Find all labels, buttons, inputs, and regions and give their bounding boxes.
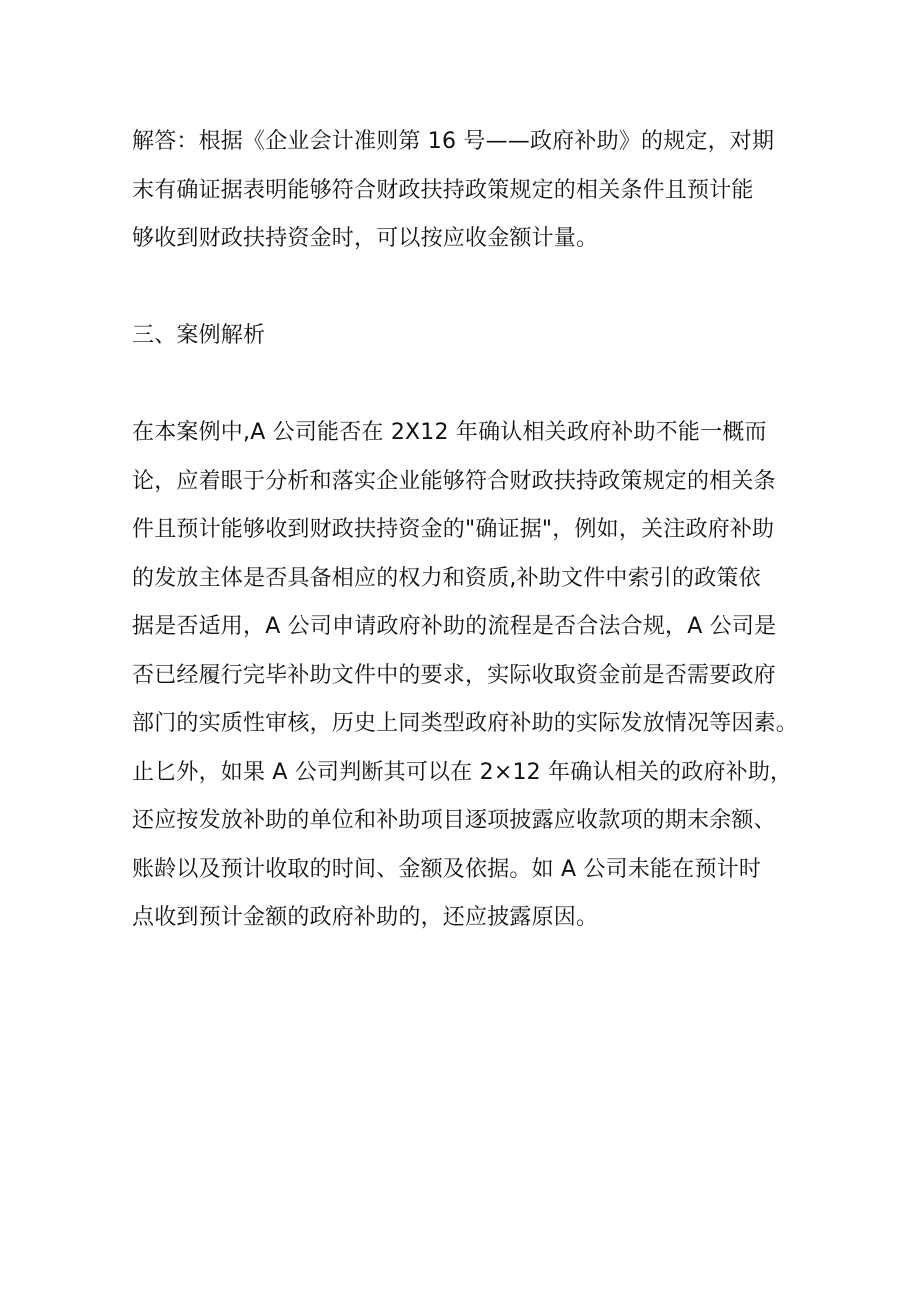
analysis-line: 部门的实质性审核，历史上同类型政府补助的实际发放情况等因素。 (132, 711, 799, 736)
analysis-line: 论，应着眼于分析和落实企业能够符合财政扶持政策规定的相关条 (132, 468, 776, 494)
analysis-line: 据是否适用，A 公司申请政府补助的流程是否合法合规，A 公司是 (132, 614, 777, 639)
analysis-line: 点收到预计金额的政府补助的，还应披露原因。 (132, 905, 599, 930)
analysis-line: 的发放主体是否具备相应的权力和资质,补助文件中索引的政策依 (132, 565, 761, 591)
answer-line: 解答：根据《企业会计准则第 16 号——政府补助》的规定，对期 (132, 129, 775, 154)
section-heading-text: 三、案例解析 (132, 323, 266, 348)
answer-paragraph (132, 118, 802, 264)
answer-line: 够收到财政扶持资金时，可以按应收金额计量。 (132, 226, 599, 251)
analysis-line: 还应按发放补助的单位和补助项目逐项披露应收款项的期末余额、 (132, 808, 776, 833)
analysis-line: 在本案例中,A 公司能否在 2X12 年确认相关政府补助不能一概而 (132, 420, 767, 445)
analysis-line: 否已经履行完毕补助文件中的要求，实际收取资金前是否需要政府 (132, 662, 776, 688)
analysis-line: 件且预计能够收到财政扶持资金的"确证据"，例如，关注政府补助 (132, 517, 775, 542)
section-heading (132, 312, 802, 361)
answer-line: 末有确证据表明能够符合财政扶持政策规定的相关条件且预计能 (132, 177, 754, 203)
analysis-line: 止匕外，如果 A 公司判断其可以在 2×12 年确认相关的政府补助， (132, 759, 793, 785)
analysis-line: 账龄以及预计收取的时间、金额及依据。如 A 公司未能在预计时 (132, 856, 762, 882)
analysis-paragraph (132, 409, 802, 943)
